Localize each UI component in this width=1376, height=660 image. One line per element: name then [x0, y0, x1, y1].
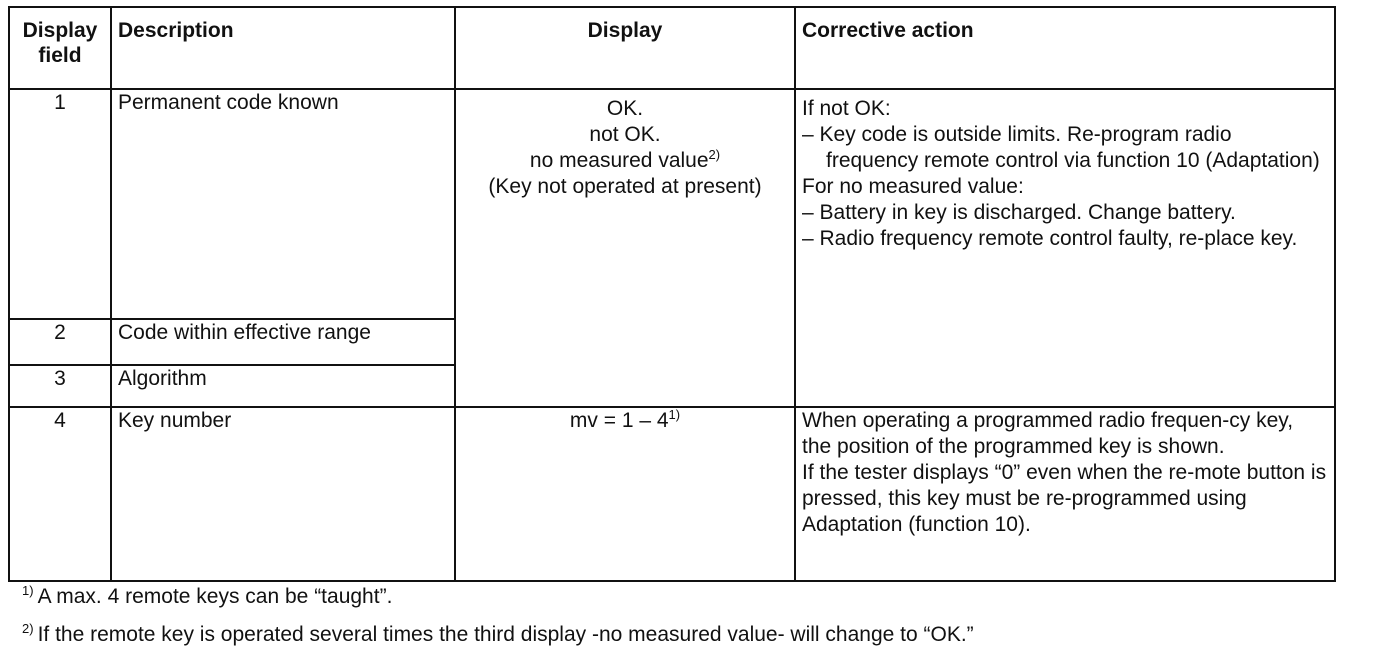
footnote-2	[22, 622, 974, 648]
row-description: Algorithm	[111, 365, 455, 407]
row-description: Permanent code known	[111, 89, 455, 319]
display-no-measured-value-text: no measured value	[529, 149, 709, 172]
corrective-step-replace-key: – Radio frequency remote control faulty, re-place key.	[802, 227, 1298, 250]
row-corrective-action	[795, 407, 1335, 581]
row-description: Key number	[111, 407, 455, 581]
header-corrective-action: Corrective action	[795, 7, 1335, 89]
header-display-field-line1: Display	[22, 19, 98, 42]
display-not-ok: not OK.	[589, 123, 661, 146]
table-row	[9, 407, 1335, 581]
display-mv-range: mv = 1 – 4	[569, 409, 669, 432]
footnote-1	[22, 584, 974, 610]
corrective-step-battery: – Battery in key is discharged. Change battery.	[802, 201, 1236, 224]
group-corrective-action	[795, 89, 1335, 407]
header-description: Description	[111, 7, 455, 89]
corrective-key-position: When operating a programmed radio frequen-cy key, the position of the programmed key is shown.	[802, 409, 1294, 458]
row-field-number: 3	[9, 365, 111, 407]
footnote-mark: 2)	[22, 621, 34, 636]
footnote-ref-2: 2)	[708, 147, 721, 162]
table-row	[9, 89, 1335, 319]
corrective-step-reprogram: – Key code is outside limits. Re-program radio frequency remote control via function 10 (Adaptation)	[802, 123, 1320, 172]
display-key-not-operated: (Key not operated at present)	[488, 175, 762, 198]
group-display-values	[455, 89, 795, 407]
corrective-reprogram-key: If the tester displays “0” even when the re-mote button is pressed, this key must be re-programmed using Adaptation (function 10).	[802, 461, 1327, 536]
header-display: Display	[455, 7, 795, 89]
table-header-row	[9, 7, 1335, 89]
header-display-field-line2: field	[38, 44, 82, 67]
footnote-text: A max. 4 remote keys can be “taught”.	[37, 585, 393, 608]
row-field-number: 4	[9, 407, 111, 581]
display-ok: OK.	[606, 97, 644, 120]
row-description: Code within effective range	[111, 319, 455, 365]
diagnostic-table	[8, 6, 1336, 582]
row-field-number: 2	[9, 319, 111, 365]
corrective-intro-no-value: For no measured value:	[802, 175, 1024, 198]
header-display-field	[9, 7, 111, 89]
footnotes	[22, 584, 974, 660]
corrective-intro-not-ok: If not OK:	[802, 97, 891, 120]
footnote-mark: 1)	[22, 583, 34, 598]
footnote-ref-1: 1)	[668, 407, 681, 422]
row-display-value	[455, 407, 795, 581]
row-field-number: 1	[9, 89, 111, 319]
display-no-measured-value	[462, 148, 788, 174]
footnote-text: If the remote key is operated several times the third display -no measured value- will change to “OK.”	[37, 623, 974, 646]
